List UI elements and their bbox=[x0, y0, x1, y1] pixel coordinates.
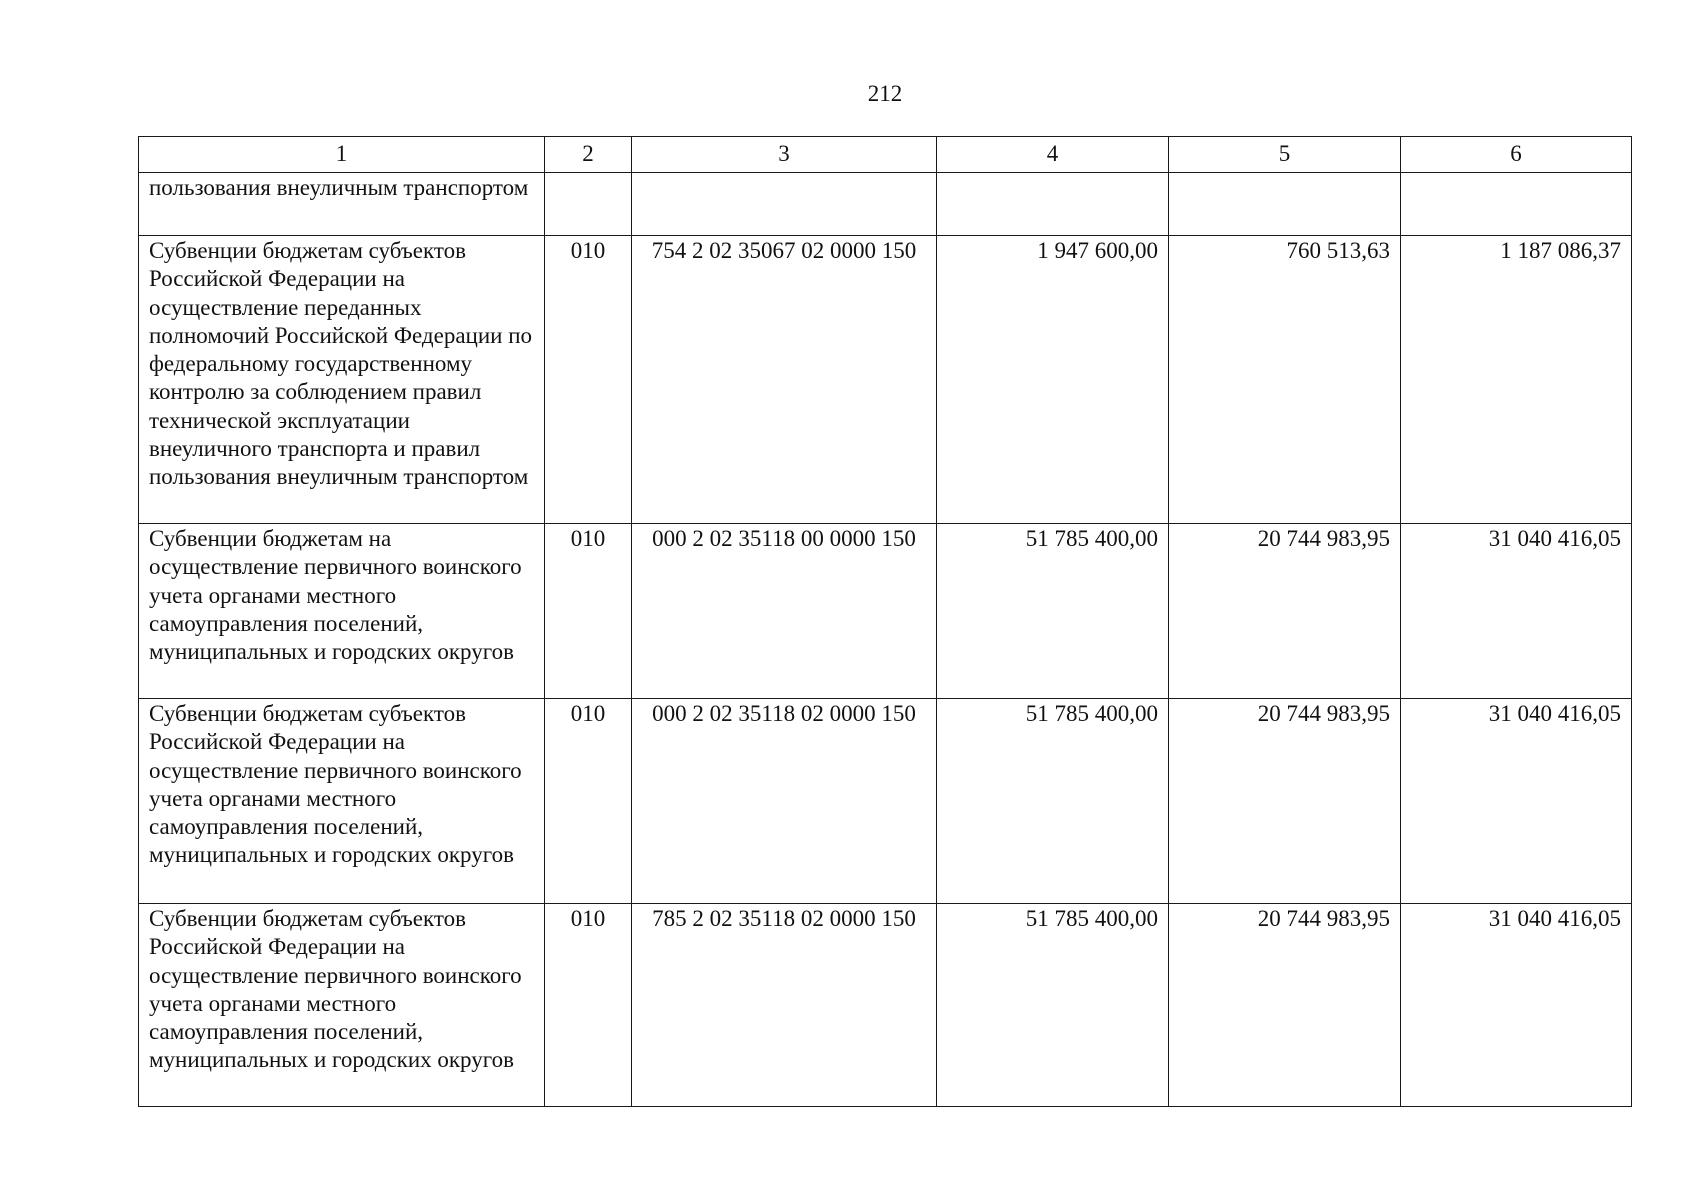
column-header: 5 bbox=[1169, 137, 1401, 173]
unexecuted-amount-cell: 31 040 416,05 bbox=[1401, 699, 1632, 904]
approved-amount-cell: 51 785 400,00 bbox=[937, 904, 1169, 1107]
table-row bbox=[139, 236, 1632, 524]
executed-amount-cell bbox=[1169, 173, 1401, 236]
budget-code-cell: 754 2 02 35067 02 0000 150 bbox=[632, 236, 937, 524]
income-name-cell: Субвенции бюджетам субъектов Российской Федерации на осуществление переданных полномочий Российской Федерации по федеральному государственному контролю за соблюдением правил технической эксплуатации внеуличного транспорта и правил пользования внеуличным транспортом bbox=[139, 236, 545, 524]
page-number: 212 bbox=[867, 81, 903, 106]
table-row bbox=[139, 173, 1632, 236]
executed-amount-cell: 20 744 983,95 bbox=[1169, 524, 1401, 699]
line-code-cell: 010 bbox=[545, 524, 632, 699]
income-name-cell: Субвенции бюджетам на осуществление первичного воинского учета органами местного самоуправления поселений, муниципальных и городских округов bbox=[139, 524, 545, 699]
budget-execution-table bbox=[138, 136, 1632, 1107]
income-name-cell: пользования внеуличным транспортом bbox=[139, 173, 545, 236]
unexecuted-amount-cell bbox=[1401, 173, 1632, 236]
approved-amount-cell: 51 785 400,00 bbox=[937, 699, 1169, 904]
budget-code-cell bbox=[632, 173, 937, 236]
income-name-cell: Субвенции бюджетам субъектов Российской Федерации на осуществление первичного воинского учета органами местного самоуправления поселений, муниципальных и городских округов bbox=[139, 904, 545, 1107]
line-code-cell bbox=[545, 173, 632, 236]
table-row bbox=[139, 904, 1632, 1107]
table-row bbox=[139, 524, 1632, 699]
table-row bbox=[139, 699, 1632, 904]
unexecuted-amount-cell: 31 040 416,05 bbox=[1401, 524, 1632, 699]
column-header: 4 bbox=[937, 137, 1169, 173]
approved-amount-cell: 1 947 600,00 bbox=[937, 236, 1169, 524]
income-name-cell: Субвенции бюджетам субъектов Российской Федерации на осуществление первичного воинского учета органами местного самоуправления поселений, муниципальных и городских округов bbox=[139, 699, 545, 904]
approved-amount-cell: 51 785 400,00 bbox=[937, 524, 1169, 699]
unexecuted-amount-cell: 31 040 416,05 bbox=[1401, 904, 1632, 1107]
unexecuted-amount-cell: 1 187 086,37 bbox=[1401, 236, 1632, 524]
line-code-cell: 010 bbox=[545, 904, 632, 1107]
approved-amount-cell bbox=[937, 173, 1169, 236]
line-code-cell: 010 bbox=[545, 236, 632, 524]
budget-code-cell: 785 2 02 35118 02 0000 150 bbox=[632, 904, 937, 1107]
executed-amount-cell: 20 744 983,95 bbox=[1169, 904, 1401, 1107]
table-header-row bbox=[139, 137, 1632, 173]
executed-amount-cell: 760 513,63 bbox=[1169, 236, 1401, 524]
column-header: 3 bbox=[632, 137, 937, 173]
line-code-cell: 010 bbox=[545, 699, 632, 904]
budget-code-cell: 000 2 02 35118 00 0000 150 bbox=[632, 524, 937, 699]
column-header: 2 bbox=[545, 137, 632, 173]
column-header: 1 bbox=[139, 137, 545, 173]
budget-code-cell: 000 2 02 35118 02 0000 150 bbox=[632, 699, 937, 904]
column-header: 6 bbox=[1401, 137, 1632, 173]
executed-amount-cell: 20 744 983,95 bbox=[1169, 699, 1401, 904]
